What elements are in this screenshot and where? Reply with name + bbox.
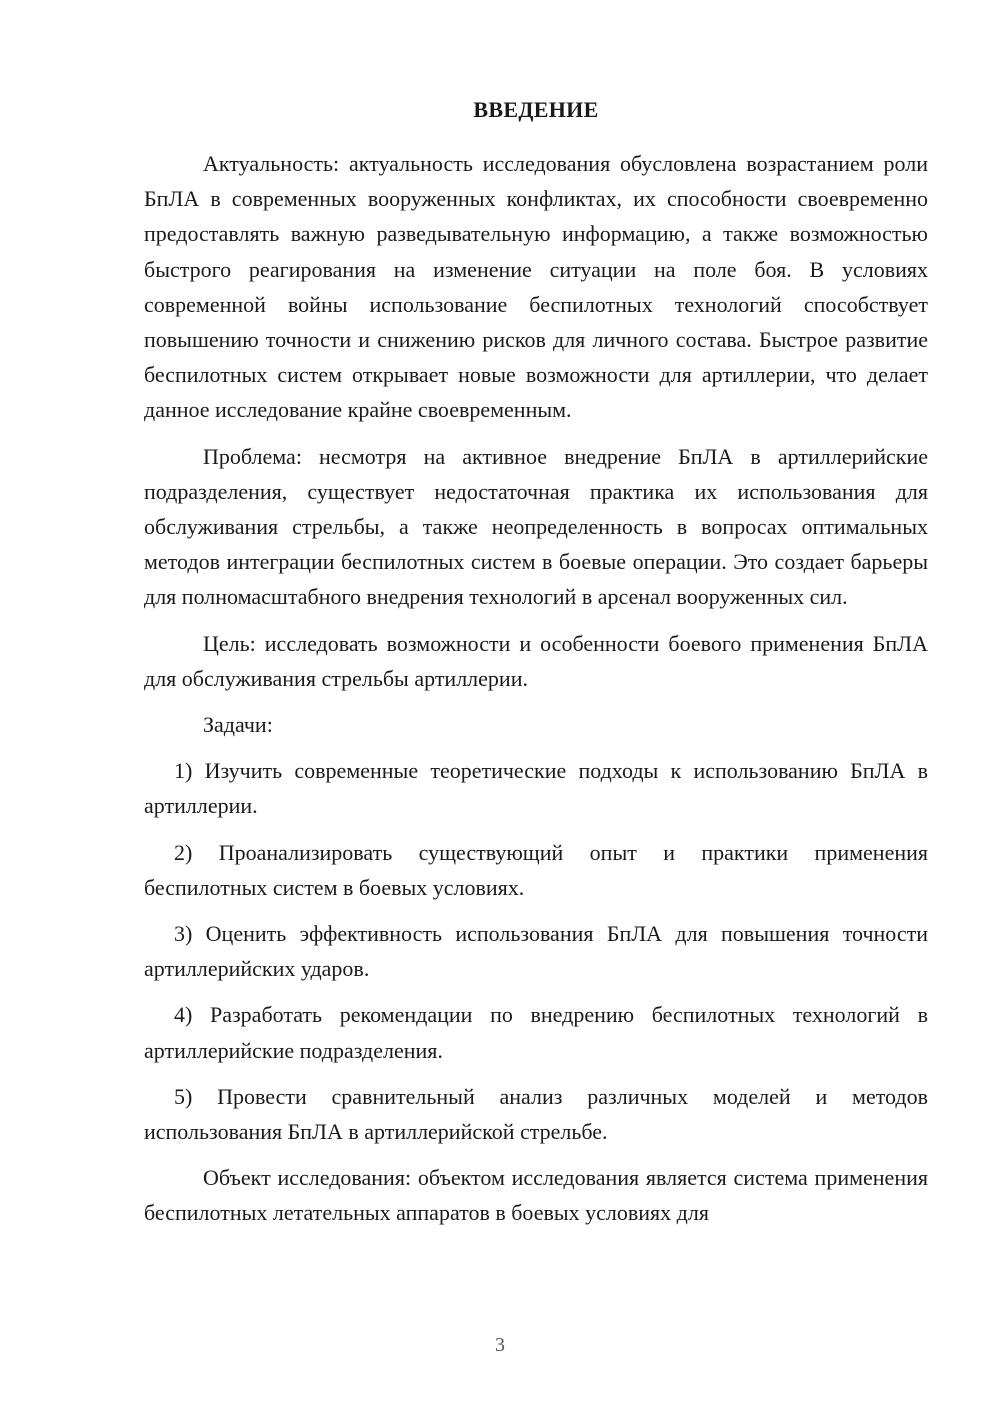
paragraph-problem: Проблема: несмотря на активное внедрение БпЛА в артиллерийские подразделения, существует недостаточная практика их использования для обслуживания стрельбы, а также неопределенность в вопросах оптимальных методов интеграции беспилотных систем в боевые операции. Это создает барьеры для полномасштабного внедрения технологий в арсенал вооруженных сил.	[144, 443, 928, 610]
paragraph-relevance: Актуальность: актуальность исследования обусловлена возрастанием роли БпЛА в современных вооруженных конфликтах, их способности своевременно предоставлять важную разведывательную информацию, а также возможностью быстрого реагирования на изменение ситуации на поле боя. В условиях современной войны использование беспилотных технологий способствует повышению точности и снижению рисков для личного состава. Быстрое развитие беспилотных систем открывает новые возможности для артиллерии, что делает данное исследование крайне своевременным.	[144, 151, 928, 423]
task-item-3: 3) Оценить эффективность использования БпЛА для повышения точности артиллерийских ударов.	[144, 921, 928, 982]
task-item-4: 4) Разработать рекомендации по внедрению беспилотных технологий в артиллерийские подразделения.	[144, 1002, 928, 1063]
task-item-5: 5) Провести сравнительный анализ различных моделей и методов использования БпЛА в артиллерийской стрельбе.	[144, 1083, 928, 1145]
task-item-1: 1) Изучить современные теоретические подходы к использованию БпЛА в артиллерии.	[144, 758, 928, 819]
section-heading: ВВЕДЕНИЕ	[473, 97, 599, 122]
tasks-label: Задачи:	[203, 712, 273, 738]
page-number: 3	[495, 1334, 505, 1356]
paragraph-object: Объект исследования: объектом исследования является система применения беспилотных летательных аппаратов в боевых условиях для	[144, 1165, 928, 1226]
task-item-2: 2) Проанализировать существующий опыт и практики применения беспилотных систем в боевых условиях.	[144, 839, 928, 900]
document-page	[144, 96, 928, 1316]
paragraph-goal: Цель: исследовать возможности и особенности боевого применения БпЛА для обслуживания стрельбы артиллерии.	[144, 630, 928, 691]
task-list	[144, 753, 928, 1149]
